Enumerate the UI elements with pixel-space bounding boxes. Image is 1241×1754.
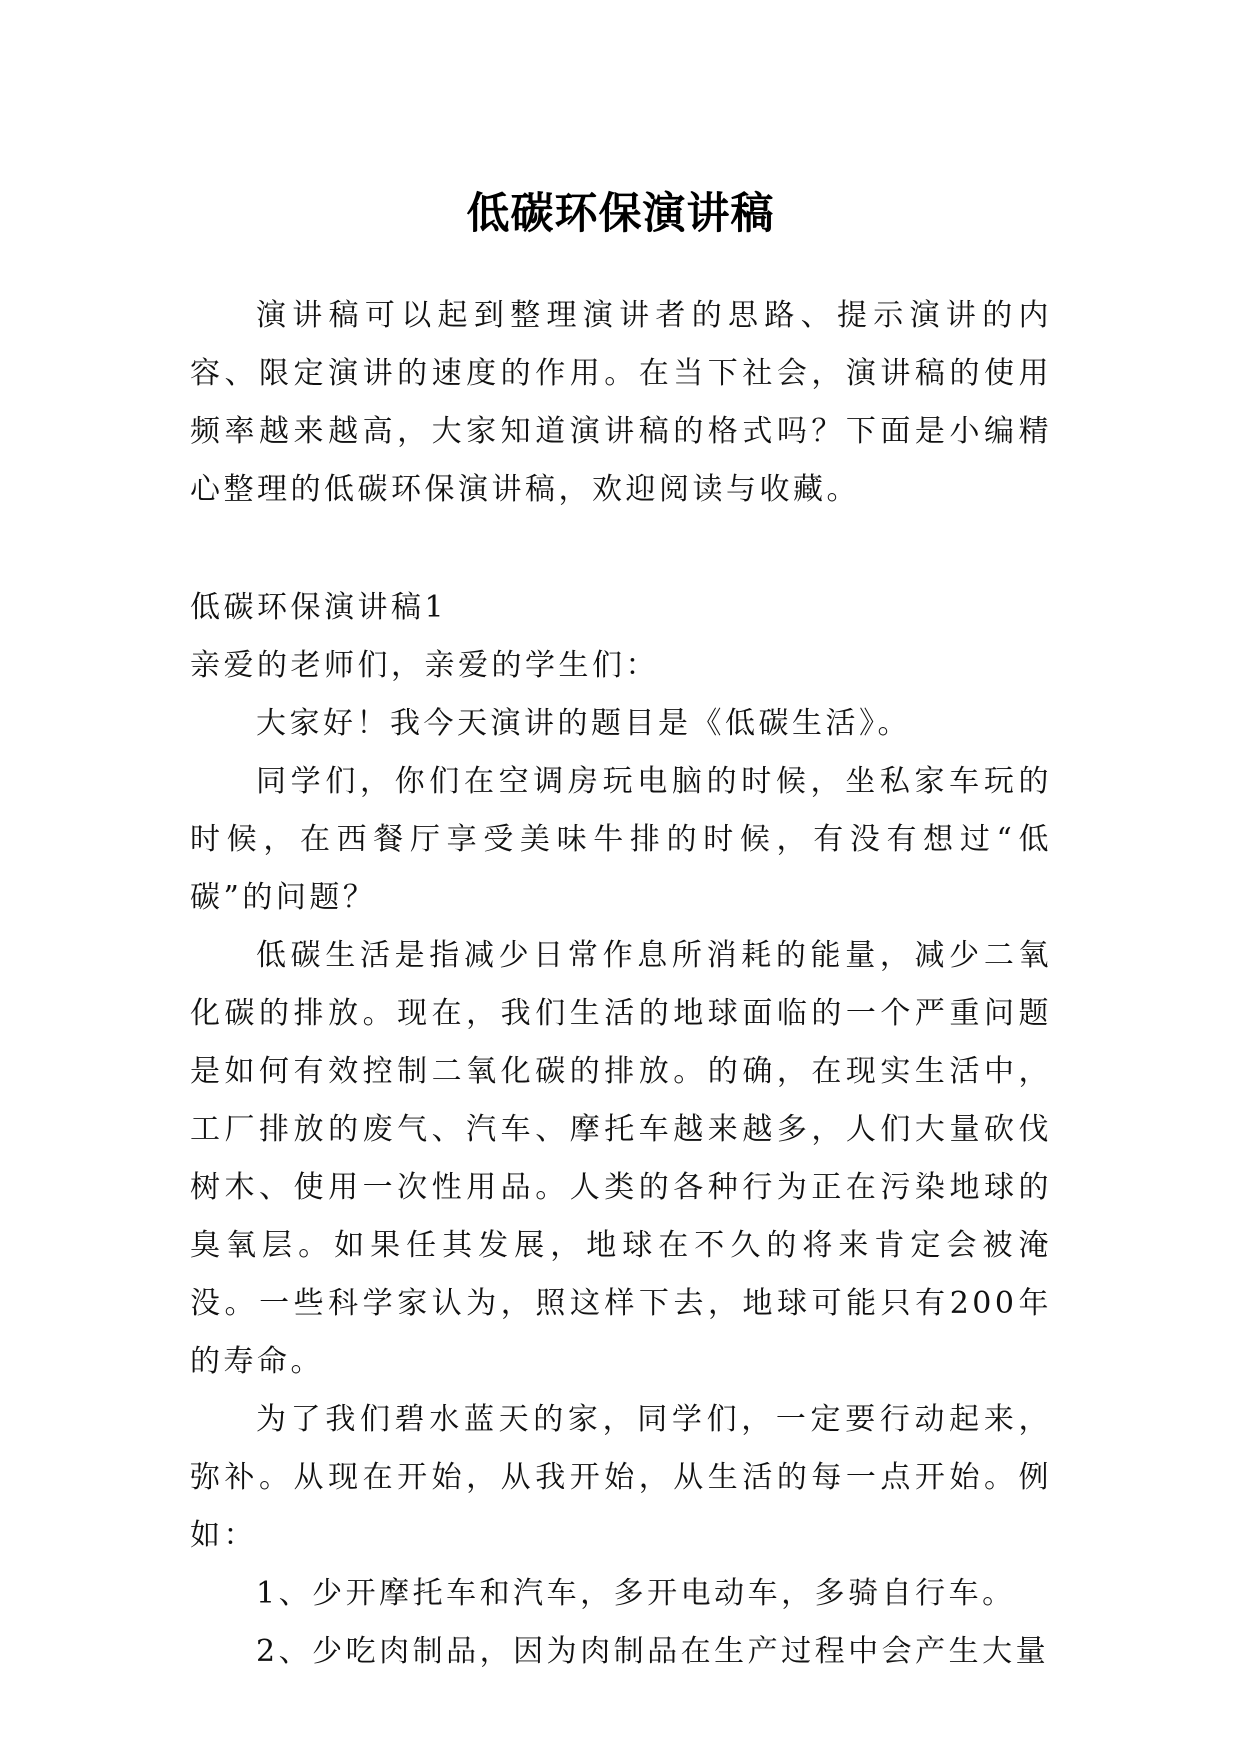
intro-block: [190, 287, 1052, 519]
body-paragraph: 为了我们碧水蓝天的家，同学们，一定要行动起来，弥补。从现在开始，从我开始，从生活的每一点开始。例如：: [190, 1402, 1052, 1553]
list-item: 1、少开摩托车和汽车，多开电动车，多骑自行车。: [256, 1576, 1016, 1611]
body-paragraph: 低碳生活是指减少日常作息所消耗的能量，减少二氧化碳的排放。现在，我们生活的地球面临的一个严重问题是如何有效控制二氧化碳的排放。的确，在现实生活中，工厂排放的废气、汽车、摩托车越来越多，人们大量砍伐树木、使用一次性用品。人类的各种行为正在污染地球的臭氧层。如果任其发展，地球在不久的将来肯定会被淹没。一些科学家认为，照这样下去，地球可能只有200年的寿命。: [190, 938, 1052, 1379]
body-paragraph: 同学们，你们在空调房玩电脑的时候，坐私家车玩的时候，在西餐厅享受美味牛排的时候，有没有想过“低碳”的问题？: [190, 764, 1052, 915]
intro-paragraph: 演讲稿可以起到整理演讲者的思路、提示演讲的内容、限定演讲的速度的作用。在当下社会，演讲稿的使用频率越来越高，大家知道演讲稿的格式吗？下面是小编精心整理的低碳环保演讲稿，欢迎阅读与收藏。: [190, 298, 1052, 507]
salutation: 亲爱的老师们，亲爱的学生们：: [190, 648, 659, 683]
speech-section: [190, 579, 1052, 1681]
document-title: 低碳环保演讲稿: [466, 188, 775, 239]
section-heading: 低碳环保演讲稿1: [190, 590, 448, 625]
body-paragraph: 大家好！我今天演讲的题目是《低碳生活》。: [256, 706, 911, 741]
list-item: 2、少吃肉制品，因为肉制品在生产过程中会产生大量: [256, 1634, 1050, 1669]
